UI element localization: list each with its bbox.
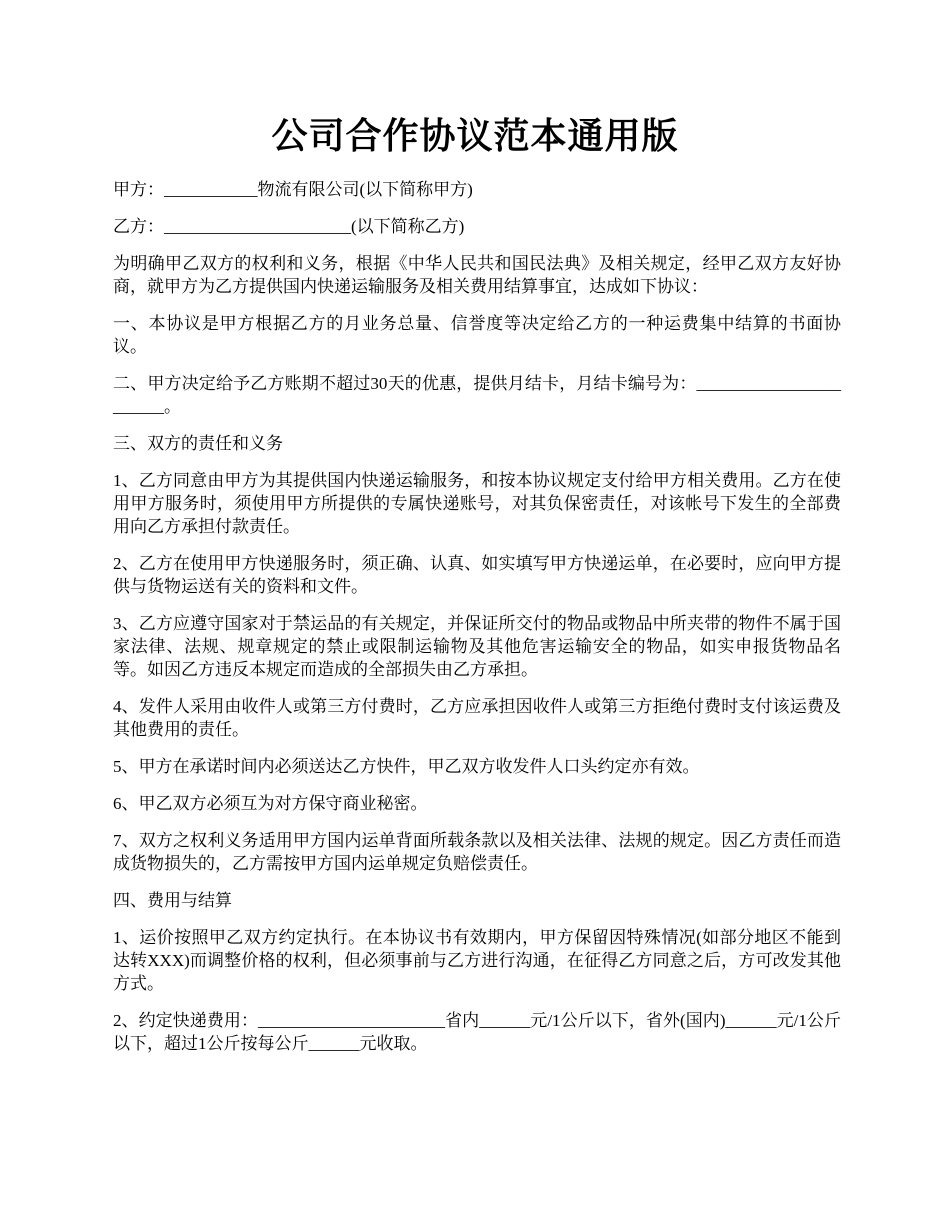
party-a-line: 甲方：___________物流有限公司(以下简称甲方) [113,180,473,199]
section-heading-responsibilities: 三、双方的责任和义务 [113,434,283,453]
fees-item-1: 1、运价按照甲乙双方约定执行。在本协议书有效期内，甲方保留因特殊情况(如部分地区不能到达转XXX)而调整价格的权利，但必须事前与乙方进行沟通，在征得乙方同意之后，方可改发其他方式。 [113,928,841,993]
responsibility-item-1: 1、乙方同意由甲方为其提供国内快递运输服务，和按本协议规定支付给甲方相关费用。乙方在使用甲方服务时，须使用甲方所提供的专属快递账号，对其负保密责任，对该帐号下发生的全部费用向乙方承担付款责任。 [113,471,841,536]
document-body [113,178,841,1069]
preamble-paragraph: 为明确甲乙双方的权利和义务，根据《中华人民共和国民法典》及相关规定，经甲乙双方友好协商，就甲方为乙方提供国内快递运输服务及相关费用结算事宜，达成如下协议： [113,254,841,296]
responsibility-item-4: 4、发件人采用由收件人或第三方付费时，乙方应承担因收件人或第三方拒绝付费时支付该运费及其他费用的责任。 [113,697,841,739]
clause-1: 一、本协议是甲方根据乙方的月业务总量、信誉度等决定给乙方的一种运费集中结算的书面协议。 [113,314,841,356]
responsibility-item-6: 6、甲乙双方必须互为对方保守商业秘密。 [113,794,428,813]
responsibility-item-5: 5、甲方在承诺时间内必须送达乙方快件，甲乙双方收发件人口头约定亦有效。 [113,757,700,776]
responsibility-item-2: 2、乙方在使用甲方快递服务时，须正确、认真、如实填写甲方快递运单，在必要时，应向甲方提供与货物运送有关的资料和文件。 [113,554,841,596]
party-b-line: 乙方：______________________(以下简称乙方) [113,217,465,236]
document-title: 公司合作协议范本通用版 [271,116,679,156]
section-heading-fees: 四、费用与结算 [113,891,232,910]
clause-2: 二、甲方决定给予乙方账期不超过30天的优惠，提供月结卡，月结卡编号为：_______________________。 [113,374,841,416]
fees-item-2: 2、约定快递费用：______________________省内______元/1公斤以下，省外(国内)______元/1公斤以下，超过1公斤按每公斤______元收取。 [113,1011,841,1053]
responsibility-item-3: 3、乙方应遵守国家对于禁运品的有关规定，并保证所交付的物品或物品中所夹带的物件不属于国家法律、法规、规章规定的禁止或限制运输物及其他危害运输安全的物品，如实申报货物品名等。如因乙方违反本规定而造成的全部损失由乙方承担。 [113,614,841,679]
responsibility-item-7: 7、双方之权利义务适用甲方国内运单背面所载条款以及相关法律、法规的规定。因乙方责任而造成货物损失的，乙方需按甲方国内运单规定负赔偿责任。 [113,831,841,873]
